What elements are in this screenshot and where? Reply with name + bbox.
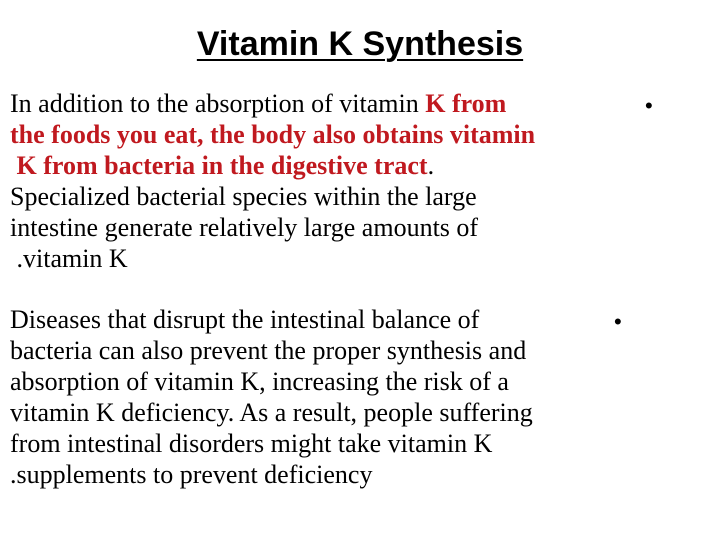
bullet-1-line-1-emphasis: K from <box>425 89 507 118</box>
bullet-1-line-5: intestine generate relatively large amounts of <box>10 213 479 242</box>
bullet-1-line-2: the foods you eat, the body also obtains vitamin <box>10 120 536 149</box>
bullet-2-line-2: bacteria can also prevent the proper synthesis and <box>10 336 527 365</box>
bullet-1-line-4: Specialized bacterial species within the large <box>10 182 477 211</box>
bullet-1-line-3 <box>10 150 670 181</box>
bullet-paragraph-2 <box>10 304 670 490</box>
bullet-2-line-5: from intestinal disorders might take vitamin K <box>10 429 493 458</box>
bullet-1-line-3-emphasis: K from bacteria in the digestive tract <box>10 151 428 180</box>
bullet-2-line-1: Diseases that disrupt the intestinal balance of <box>10 305 480 334</box>
bullet-2-line-3: absorption of vitamin K, increasing the risk of a <box>10 367 509 396</box>
bullet-2-marker: • <box>614 309 622 334</box>
bullet-1-marker: • <box>645 93 653 118</box>
bullet-2-line-4: vitamin K deficiency. As a result, people suffering <box>10 398 533 427</box>
bullet-1-line-1 <box>10 88 670 119</box>
bullet-1-line-6: .vitamin K <box>10 244 128 273</box>
bullet-1-line-1-text: In addition to the absorption of vitamin <box>10 89 426 118</box>
bullet-1-line-3-text: . <box>427 151 435 180</box>
bullet-2-line-6: .supplements to prevent deficiency <box>10 460 373 489</box>
slide-title <box>0 22 720 66</box>
slide-title-text: Vitamin K Synthesis <box>196 25 524 63</box>
bullet-paragraph-1 <box>10 88 670 274</box>
